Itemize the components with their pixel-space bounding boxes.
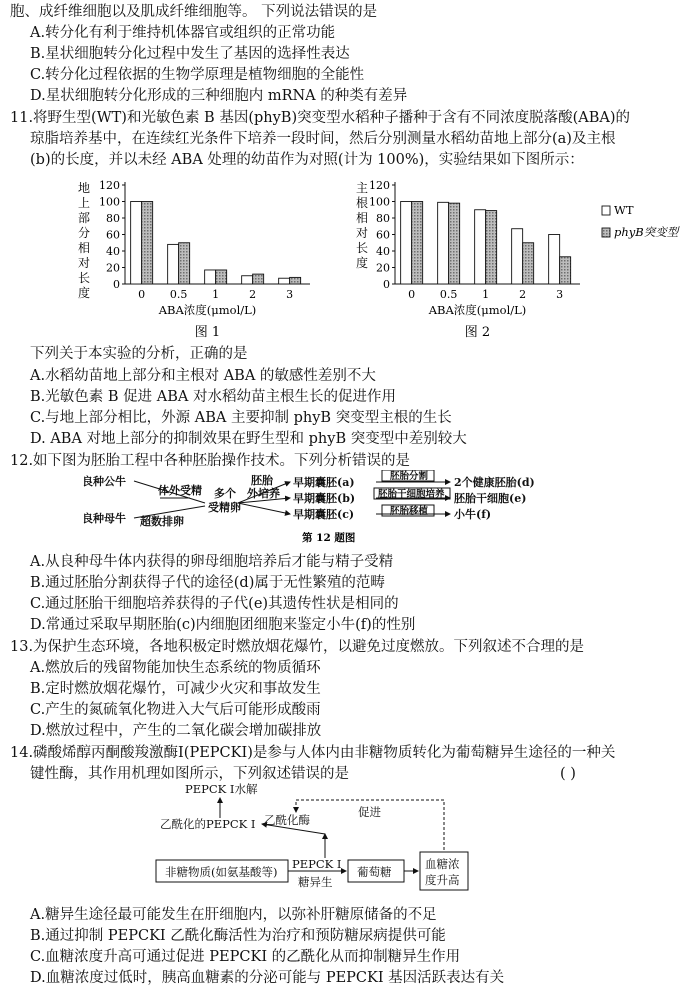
q12-option-a: A.从良种母牛体内获得的卵母细胞培养后才能与精子受精 xyxy=(30,554,394,570)
acetylase-label: 乙酰化酶 xyxy=(264,813,310,827)
intro-tail: 胞、成纤维细胞以及肌成纤维细胞等。 下列说法错误的是 xyxy=(10,4,378,20)
chart2-ylabel-char: 度 xyxy=(356,256,369,270)
chart1-xtick-label: 0 xyxy=(138,288,146,301)
q11-stem-line2: 琼脂培养基中，在连续红光条件下培养一段时间，然后分别测量水稻幼苗地上部分(a)及主根 xyxy=(30,131,616,147)
promote-label: 促进 xyxy=(358,805,381,819)
legend-label-phyb: phyB突变型 xyxy=(614,225,679,239)
chart2-bar-wt xyxy=(512,229,523,284)
gluconeogenesis-label: 糖异生 xyxy=(298,875,333,889)
chart1-bar-phyb xyxy=(142,202,153,285)
chart1-xtick-label: 2 xyxy=(249,288,257,301)
q14-stem-line1: 14.磷酸烯醇丙酮酸羧激酶Ⅰ(PEPCKI)是参与人体内由非糖物质转化为葡萄糖异生途径的一种关 xyxy=(10,745,616,761)
chart1-bar-phyb xyxy=(216,270,227,284)
cow-label: 良种母牛 xyxy=(82,512,126,525)
superovulation-label: 超数排卵 xyxy=(140,515,184,528)
chart1-ytick-label: 80 xyxy=(106,212,120,225)
chart1-ylabel-char: 度 xyxy=(78,286,91,300)
q10-option-b: B.星状细胞转分化过程中发生了基因的选择性表达 xyxy=(30,46,350,62)
chart1-ylabel-char: 对 xyxy=(78,256,91,270)
chart2-bar-phyb xyxy=(523,243,534,284)
chart1-ytick-label: 20 xyxy=(106,261,120,275)
chart1-ytick-label: 40 xyxy=(106,245,120,258)
chart2-ytick-label: 100 xyxy=(369,195,390,209)
outcome-d: 2个健康胚胎(d) xyxy=(454,476,535,489)
chart1-xtick-label: 0.5 xyxy=(169,288,188,301)
blastocyst-a: 早期囊胚(a) xyxy=(293,476,355,489)
legend-label-wt: WT xyxy=(614,203,634,217)
op-transfer-label: 胚胎移植 xyxy=(390,506,429,517)
op-stemcell-label: 胚胎干细胞培养 xyxy=(378,489,445,500)
q12-embryo-diagram xyxy=(0,470,693,550)
chart1-xtick-label: 3 xyxy=(286,288,294,301)
culture-line1: 胚胎 xyxy=(251,474,273,487)
chart1-ytick-label: 60 xyxy=(106,228,120,242)
q14-stem-line2: 键性酶，其作用机理如图所示，下列叙述错误的是 xyxy=(30,766,349,782)
chart1-ylabel-char: 分 xyxy=(78,226,91,240)
chart1-bar-phyb xyxy=(179,243,190,284)
q11-stem-line3: (b)的长度，并以未经 ABA 处理的幼苗作为对照(计为 100%)，实验结果如下图所示： xyxy=(30,152,584,168)
chart1-ytick-label: 100 xyxy=(99,195,120,209)
q14-answer-blank: ( ) xyxy=(560,766,576,782)
chart1-ytick-label: 0 xyxy=(113,278,120,291)
q13-option-b: B.定时燃放烟花爆竹，可减少火灾和事故发生 xyxy=(30,681,321,697)
non-sugar-label: 非糖物质(如氨基酸等) xyxy=(165,865,278,879)
chart1-ylabel-char: 部 xyxy=(78,211,91,225)
chart2-ylabel-char: 主 xyxy=(356,181,369,195)
q13-option-c: C.产生的氮硫氧化物进入大气后可能形成酸雨 xyxy=(30,702,321,718)
chart1-bar-phyb xyxy=(290,277,301,284)
q11-option-a: A.水稻幼苗地上部分和主根对 ABA 的敏感性差别不大 xyxy=(30,368,376,384)
legend-swatch-wt xyxy=(602,206,610,215)
chart2-ytick-label: 0 xyxy=(383,278,390,291)
chart1-bar-wt xyxy=(205,270,216,284)
q11-option-c: C.与地上部分相比，外源 ABA 主要抑制 phyB 突变型主根的生长 xyxy=(30,410,452,426)
hydrolysis-label: PEPCK Ⅰ水解 xyxy=(185,782,258,796)
outcome-f: 小牛(f) xyxy=(454,508,492,521)
ivf-label: 体外受精 xyxy=(158,484,202,497)
chart1-ylabel-char: 地 xyxy=(78,181,91,195)
chart1-bar-wt xyxy=(168,244,179,284)
q10-option-c: C.转分化过程依据的生物学原理是植物细胞的全能性 xyxy=(30,67,365,83)
q13-stem: 13.为保护生态环境，各地积极定时燃放烟花爆竹，以避免过度燃放。下列叙述不合理的是 xyxy=(10,639,585,655)
q11-charts xyxy=(0,170,693,350)
acetylated-pepck-label: 乙酰化的PEPCK Ⅰ xyxy=(160,817,256,831)
chart2-xlabel: ABA浓度(μmol/L) xyxy=(428,303,527,317)
chart2-ytick-label: 20 xyxy=(376,261,390,275)
chart2-ylabel-char: 对 xyxy=(356,226,369,240)
q14-mechanism-diagram xyxy=(0,782,693,902)
chart2-xtick-label: 1 xyxy=(482,288,490,301)
q14-option-a: A.糖异生途径最可能发生在肝细胞内，以弥补肝糖原储备的不足 xyxy=(30,907,437,923)
q12-option-d: D.常通过采取早期胚胎(c)内细胞团细胞来鉴定小牛(f)的性别 xyxy=(30,617,416,633)
culture-line2: 外培养 xyxy=(247,487,280,500)
legend-swatch-phyb xyxy=(602,228,610,237)
q11-prompt: 下列关于本实验的分析，正确的是 xyxy=(30,346,248,362)
op-split-label: 胚胎分割 xyxy=(390,471,429,482)
chart2-xtick-label: 3 xyxy=(556,288,564,301)
q14-option-b: B.通过抑制 PEPCKI 乙酰化酶活性为治疗和预防糖尿病提供可能 xyxy=(30,928,446,944)
q14-option-c: C.血糖浓度升高可通过促进 PEPCKI 的乙酰化从而抑制糖异生作用 xyxy=(30,949,461,965)
q13-option-d: D.燃放过程中，产生的二氧化碳会增加碳排放 xyxy=(30,723,322,739)
blood-sugar-line2: 度升高 xyxy=(425,873,460,887)
chart1-xlabel: ABA浓度(μmol/L) xyxy=(158,303,257,317)
chart1-ytick-label: 120 xyxy=(99,179,120,192)
blood-sugar-line1: 血糖浓 xyxy=(425,857,460,871)
q11-option-d: D. ABA 对地上部分的抑制效果在野生型和 phyB 突变型中差别较大 xyxy=(30,431,467,447)
chart2-bar-wt xyxy=(438,202,449,284)
chart2-ytick-label: 120 xyxy=(369,179,390,192)
chart2-bar-wt xyxy=(401,202,412,285)
chart2-bar-phyb xyxy=(412,202,423,285)
chart2-ytick-label: 80 xyxy=(376,212,390,225)
chart2-bar-wt xyxy=(549,235,560,285)
blastocyst-b: 早期囊胚(b) xyxy=(293,492,356,505)
q12-caption: 第 12 题图 xyxy=(302,532,356,544)
chart1-xtick-label: 1 xyxy=(212,288,220,301)
glucose-label: 葡萄糖 xyxy=(357,865,392,879)
chart1-bar-phyb xyxy=(253,274,264,284)
q11-option-b: B.光敏色素 B 促进 ABA 对水稻幼苗主根生长的促进作用 xyxy=(30,389,396,405)
bull-label: 良种公牛 xyxy=(82,475,126,488)
chart1-ylabel-char: 相 xyxy=(78,241,91,255)
arrow-to-c xyxy=(238,503,290,514)
q10-option-d: D.星状细胞转分化形成的三种细胞内 mRNA 的种类有差异 xyxy=(30,88,408,104)
chart1-bar-wt xyxy=(131,202,142,285)
chart1-bar-wt xyxy=(242,276,253,284)
q10-option-a: A.转分化有利于维持机体器官或组织的正常功能 xyxy=(30,25,336,41)
chart2-xtick-label: 2 xyxy=(519,288,527,301)
chart2-xtick-label: 0.5 xyxy=(439,288,458,301)
chart2-ytick-label: 40 xyxy=(376,245,390,258)
chart2-bar-phyb xyxy=(486,211,497,284)
chart2-ytick-label: 60 xyxy=(376,228,390,242)
chart2-title: 图 2 xyxy=(464,325,491,340)
chart2-bar-wt xyxy=(475,210,486,284)
chart2-xtick-label: 0 xyxy=(408,288,416,301)
q11-stem-line1: 11.将野生型(WT)和光敏色素 B 基因(phyB)突变型水稻种子播种于含有不同浓度脱落酸(ABA)的 xyxy=(10,110,631,126)
q12-option-c: C.通过胚胎干细胞培养获得的子代(e)其遗传性状是相同的 xyxy=(30,596,399,612)
chart2-bar-phyb xyxy=(449,203,460,284)
chart2-ylabel-char: 相 xyxy=(356,211,369,225)
chart1-ylabel-char: 上 xyxy=(78,196,91,210)
q13-option-a: A.燃放后的残留物能加快生态系统的物质循环 xyxy=(30,660,321,676)
q12-stem: 12.如下图为胚胎工程中各种胚胎操作技术。下列分析错误的是 xyxy=(10,453,411,469)
q14-option-d: D.血糖浓度过低时，胰高血糖素的分泌可能与 PEPCKI 基因活跃表达有关 xyxy=(30,970,505,986)
chart1-ylabel-char: 长 xyxy=(78,271,91,285)
chart2-ylabel-char: 根 xyxy=(356,196,369,210)
pepck-label: PEPCK Ⅰ xyxy=(292,857,342,871)
chart2-ylabel-char: 长 xyxy=(356,241,369,255)
outcome-e: 胚胎干细胞(e) xyxy=(454,492,527,505)
chart1-bar-wt xyxy=(279,278,290,284)
zygote-line1: 多个 xyxy=(214,487,236,500)
zygote-line2: 受精卵 xyxy=(208,501,241,514)
q12-option-b: B.通过胚胎分割获得子代的途径(d)属于无性繁殖的范畴 xyxy=(30,575,385,591)
blastocyst-c: 早期囊胚(c) xyxy=(293,508,355,521)
chart1-title: 图 1 xyxy=(194,325,221,340)
chart2-bar-phyb xyxy=(560,257,571,284)
